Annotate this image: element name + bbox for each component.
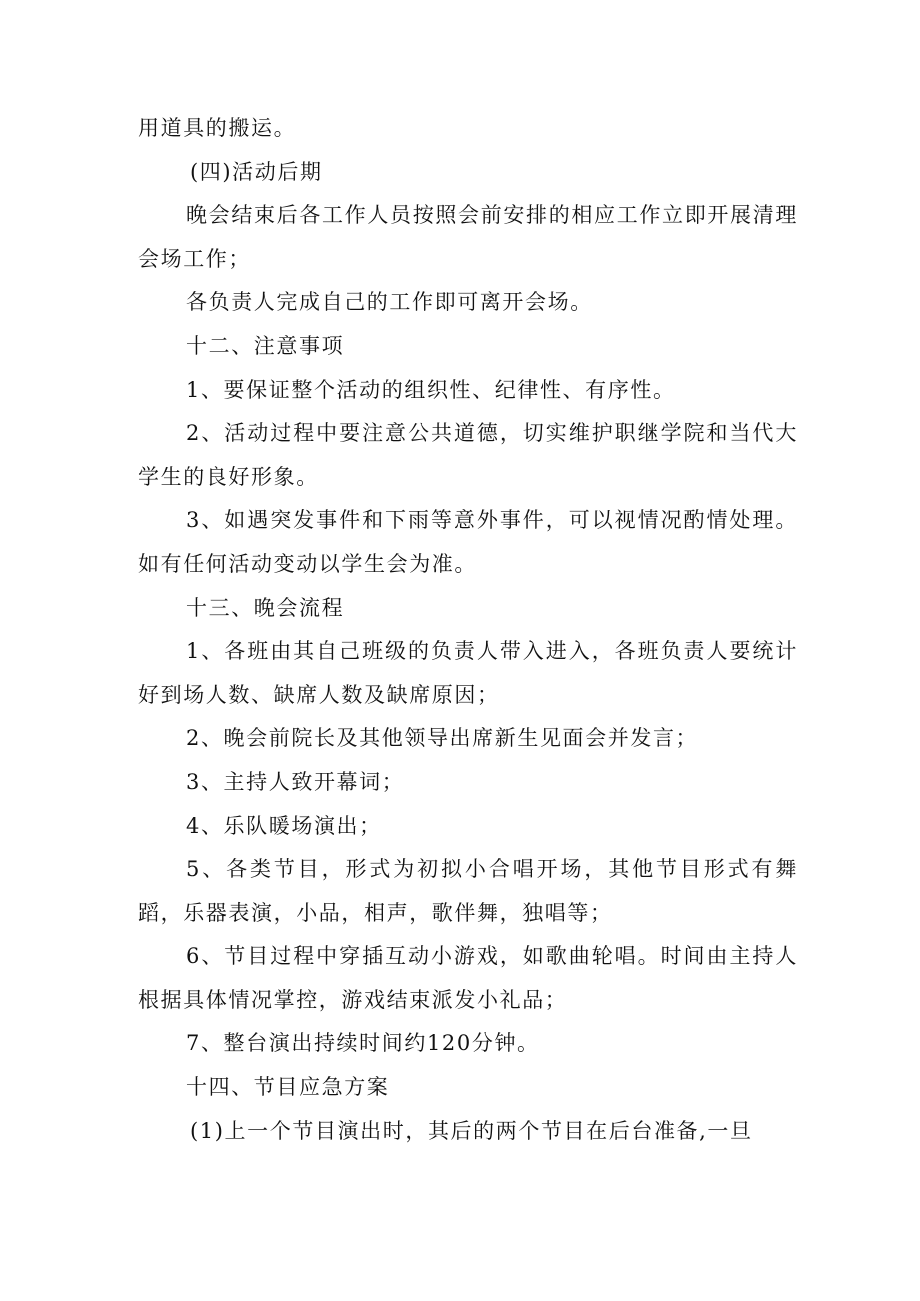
list-item: 3、主持人致开幕词； [186, 769, 405, 794]
section-heading: 十三、晚会流程 [186, 595, 345, 620]
list-item: 1、要保证整个活动的组织性、纪律性、有序性。 [186, 377, 676, 402]
list-item: 5、各类节目，形式为初拟小合唱开场，其他节目形式有舞蹈，乐器表演，小品，相声，歌伴舞，独唱等； [138, 857, 798, 925]
list-item: 2、活动过程中要注意公共道德，切实维护职继学院和当代大学生的良好形象。 [138, 421, 798, 489]
subsection-heading: (四)活动后期 [190, 159, 323, 184]
list-item: 1、各班由其自己班级的负责人带入进入，各班负责人要统计好到场人数、缺席人数及缺席原因； [138, 639, 798, 707]
list-item: 4、乐队暖场演出； [186, 813, 382, 838]
paragraph: 晚会结束后各工作人员按照会前安排的相应工作立即开展清理会场工作； [138, 203, 798, 271]
list-item: 6、节目过程中穿插互动小游戏，如歌曲轮唱。时间由主持人根据具体情况掌控，游戏结束派发小礼品； [138, 944, 798, 1012]
paragraph: 各负责人完成自己的工作即可离开会场。 [186, 290, 593, 315]
section-heading: 十二、注意事项 [186, 333, 345, 358]
section-heading: 十四、节目应急方案 [186, 1075, 390, 1100]
list-item: 3、如遇突发事件和下雨等意外事件，可以视情况酌情处理。如有任何活动变动以学生会为准。 [138, 508, 798, 576]
paragraph: (1)上一个节目演出时，其后的两个节目在后台准备,一旦 [190, 1118, 753, 1143]
paragraph-continuation: 用道具的搬运。 [138, 116, 297, 140]
document-body [138, 107, 798, 1153]
list-item: 7、整台演出持续时间约120分钟。 [186, 1031, 540, 1056]
list-item: 2、晚会前院长及其他领导出席新生见面会并发言； [186, 726, 699, 751]
